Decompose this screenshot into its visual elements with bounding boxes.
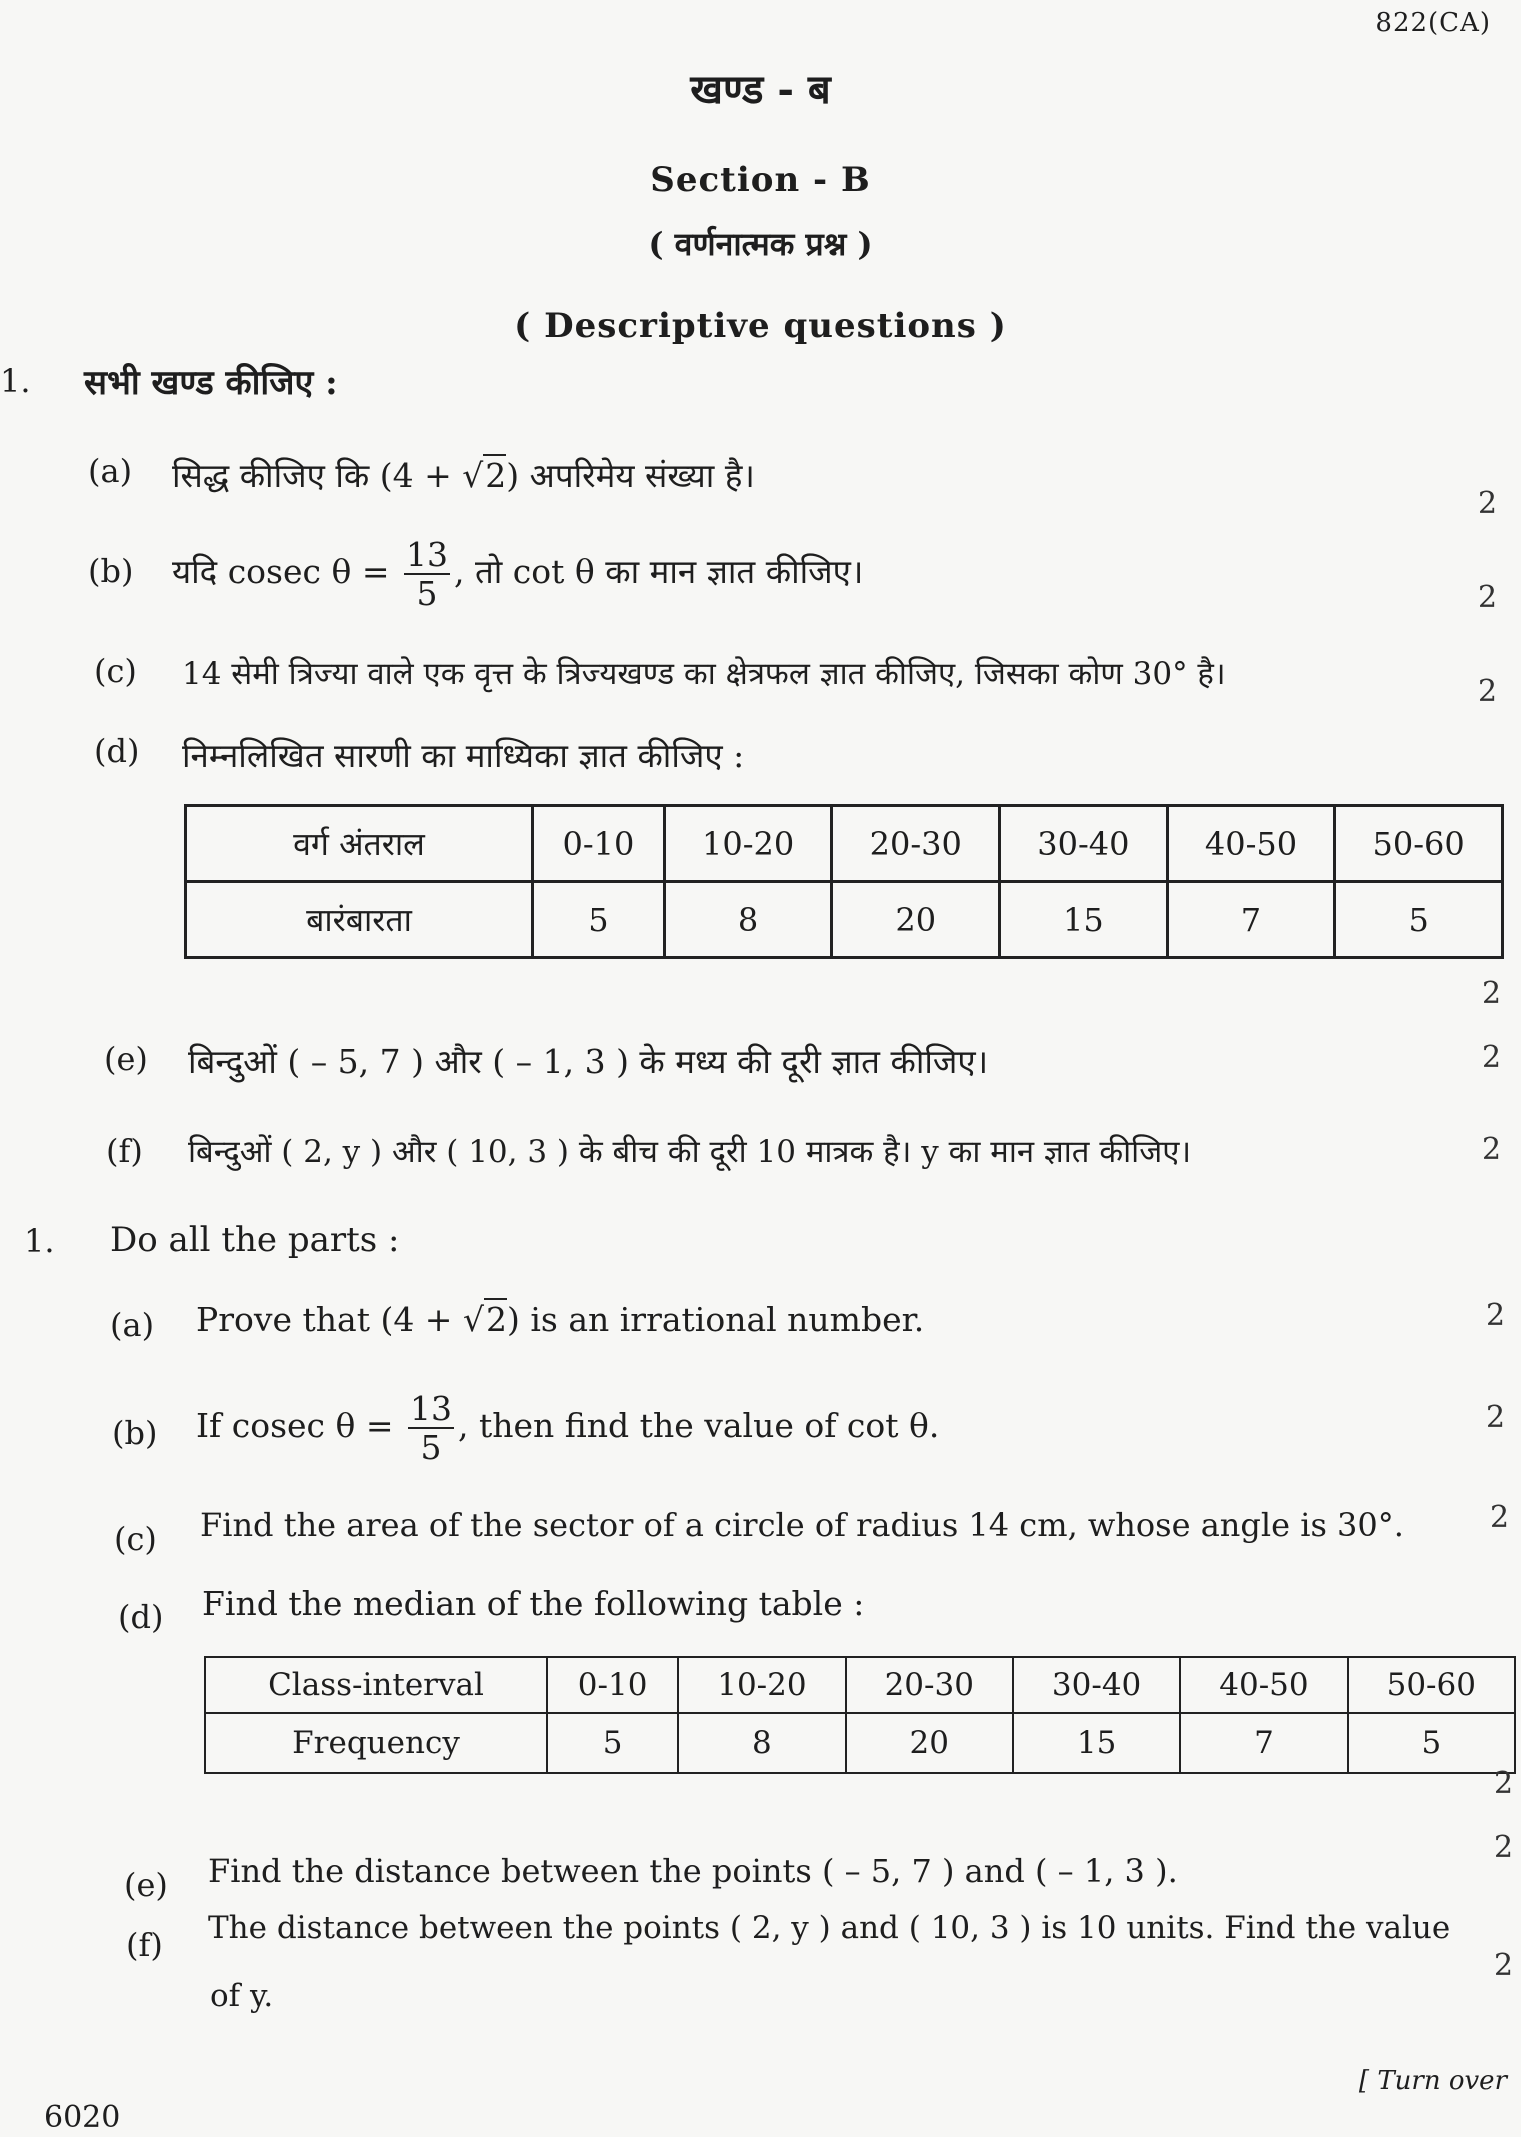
fraction bbox=[408, 1389, 454, 1467]
table-cell: 50-60 bbox=[1348, 1657, 1515, 1713]
question-text-continuation: of y. bbox=[210, 1978, 274, 2014]
sqrt-symbol: √ bbox=[462, 1300, 484, 1339]
question-text: बिन्दुओं ( – 5, 7 ) और ( – 1, 3 ) के मध्य की दूरी ज्ञात कीजिए। bbox=[188, 1042, 989, 1081]
section-title-hindi: खण्ड - ब bbox=[690, 66, 831, 113]
part-label: (a) bbox=[110, 1306, 155, 1344]
question-text: Find the area of the sector of a circle of radius 14 cm, whose angle is 30°. bbox=[200, 1506, 1404, 1544]
marks: 2 bbox=[1478, 580, 1498, 615]
marks: 2 bbox=[1478, 674, 1498, 709]
data-table-hindi bbox=[184, 804, 1504, 959]
part-label: (b) bbox=[88, 552, 134, 590]
question-text-part: सिद्ध कीजिए कि (4 + bbox=[172, 456, 463, 495]
table-header-cell: Frequency bbox=[205, 1713, 547, 1773]
page-number: 6020 bbox=[44, 2100, 121, 2135]
table-row bbox=[186, 882, 1503, 958]
table-cell: 10-20 bbox=[678, 1657, 845, 1713]
part-label: (d) bbox=[118, 1598, 164, 1636]
table-cell: 15 bbox=[1013, 1713, 1180, 1773]
question-text bbox=[196, 1389, 940, 1467]
marks: 2 bbox=[1486, 1298, 1506, 1333]
question-type-english: ( Descriptive questions ) bbox=[514, 306, 1007, 346]
question-number-english: 1. bbox=[24, 1222, 55, 1260]
marks: 2 bbox=[1494, 1766, 1514, 1801]
table-cell: 20-30 bbox=[846, 1657, 1013, 1713]
table-header-cell: बारंबारता bbox=[186, 882, 533, 958]
table-cell: 5 bbox=[547, 1713, 678, 1773]
table-header-cell: वर्ग अंतराल bbox=[186, 806, 533, 882]
marks: 2 bbox=[1490, 1500, 1510, 1535]
question-text-part: , तो cot θ का मान ज्ञात कीजिए। bbox=[453, 552, 864, 591]
instruction-hindi: सभी खण्ड कीजिए : bbox=[84, 363, 338, 403]
marks: 2 bbox=[1478, 486, 1498, 521]
table-row bbox=[205, 1657, 1515, 1713]
table-cell: 20 bbox=[832, 882, 1000, 958]
table-cell: 30-40 bbox=[1000, 806, 1168, 882]
table-cell: 0-10 bbox=[533, 806, 665, 882]
question-text-part: ) अपरिमेय संख्या है। bbox=[506, 456, 755, 495]
table-cell: 8 bbox=[678, 1713, 845, 1773]
instruction-english: Do all the parts : bbox=[110, 1220, 400, 1260]
table-cell: 20-30 bbox=[832, 806, 1000, 882]
question-text bbox=[196, 1300, 924, 1339]
table-cell: 50-60 bbox=[1335, 806, 1503, 882]
marks: 2 bbox=[1482, 1040, 1502, 1075]
question-text: निम्नलिखित सारणी का माध्यिका ज्ञात कीजिए : bbox=[182, 736, 745, 775]
table-cell: 10-20 bbox=[664, 806, 832, 882]
part-label: (b) bbox=[112, 1414, 158, 1452]
question-text: Find the median of the following table : bbox=[202, 1584, 865, 1623]
part-label: (a) bbox=[88, 452, 133, 490]
table-cell: 40-50 bbox=[1180, 1657, 1347, 1713]
marks: 2 bbox=[1486, 1400, 1506, 1435]
table-cell: 40-50 bbox=[1167, 806, 1335, 882]
data-table-english bbox=[204, 1656, 1516, 1774]
fraction-numerator: 13 bbox=[410, 1389, 453, 1428]
question-text: Find the distance between the points ( – 5, 7 ) and ( – 1, 3 ). bbox=[208, 1852, 1178, 1890]
table-cell: 5 bbox=[533, 882, 665, 958]
table-cell: 7 bbox=[1167, 882, 1335, 958]
part-label: (e) bbox=[104, 1040, 148, 1078]
question-text-part: If cosec θ = bbox=[196, 1406, 405, 1445]
question-type-hindi: ( वर्णनात्मक प्रश्न ) bbox=[648, 225, 873, 263]
fraction-denominator: 5 bbox=[420, 1428, 442, 1467]
table-cell: 30-40 bbox=[1013, 1657, 1180, 1713]
turn-over-note: [ Turn over bbox=[1358, 2066, 1507, 2096]
table-cell: 15 bbox=[1000, 882, 1168, 958]
question-text-part: , then find the value of cot θ. bbox=[458, 1406, 940, 1445]
table-row bbox=[205, 1713, 1515, 1773]
table-cell: 5 bbox=[1335, 882, 1503, 958]
table-cell: 8 bbox=[664, 882, 832, 958]
paper-code: 822(CA) bbox=[1375, 8, 1491, 38]
question-number-hindi: 1. bbox=[0, 362, 31, 400]
sqrt-value: 2 bbox=[485, 1300, 507, 1339]
fraction bbox=[404, 535, 450, 613]
marks: 2 bbox=[1482, 976, 1502, 1011]
sqrt-value: 2 bbox=[485, 456, 507, 495]
question-text: 14 सेमी त्रिज्या वाले एक वृत्त के त्रिज्यखण्ड का क्षेत्रफल ज्ञात कीजिए, जिसका कोण 30° है। bbox=[182, 656, 1226, 692]
part-label: (f) bbox=[126, 1926, 163, 1964]
section-title-english: Section - B bbox=[650, 160, 871, 200]
question-text bbox=[172, 535, 864, 613]
marks: 2 bbox=[1482, 1132, 1502, 1167]
fraction-denominator: 5 bbox=[416, 574, 438, 613]
question-text-part: Prove that (4 + bbox=[196, 1300, 463, 1339]
table-cell: 5 bbox=[1348, 1713, 1515, 1773]
question-text bbox=[172, 452, 755, 497]
marks: 2 bbox=[1494, 1830, 1514, 1865]
part-label: (c) bbox=[94, 652, 137, 690]
part-label: (d) bbox=[94, 732, 140, 770]
marks: 2 bbox=[1494, 1948, 1514, 1983]
sqrt-symbol: √ bbox=[462, 456, 484, 495]
question-text-part: यदि cosec θ = bbox=[172, 552, 400, 591]
part-label: (c) bbox=[114, 1520, 157, 1558]
question-text-part: ) is an irrational number. bbox=[506, 1300, 925, 1339]
part-label: (e) bbox=[124, 1866, 168, 1904]
table-cell: 20 bbox=[846, 1713, 1013, 1773]
part-label: (f) bbox=[106, 1132, 143, 1170]
table-row bbox=[186, 806, 1503, 882]
question-text: The distance between the points ( 2, y ) and ( 10, 3 ) is 10 units. Find the value bbox=[208, 1910, 1451, 1946]
table-cell: 0-10 bbox=[547, 1657, 678, 1713]
fraction-numerator: 13 bbox=[405, 535, 448, 574]
table-header-cell: Class-interval bbox=[205, 1657, 547, 1713]
question-text: बिन्दुओं ( 2, y ) और ( 10, 3 ) के बीच की दूरी 10 मात्रक है। y का मान ज्ञात कीजिए। bbox=[188, 1134, 1192, 1170]
table-cell: 7 bbox=[1180, 1713, 1347, 1773]
